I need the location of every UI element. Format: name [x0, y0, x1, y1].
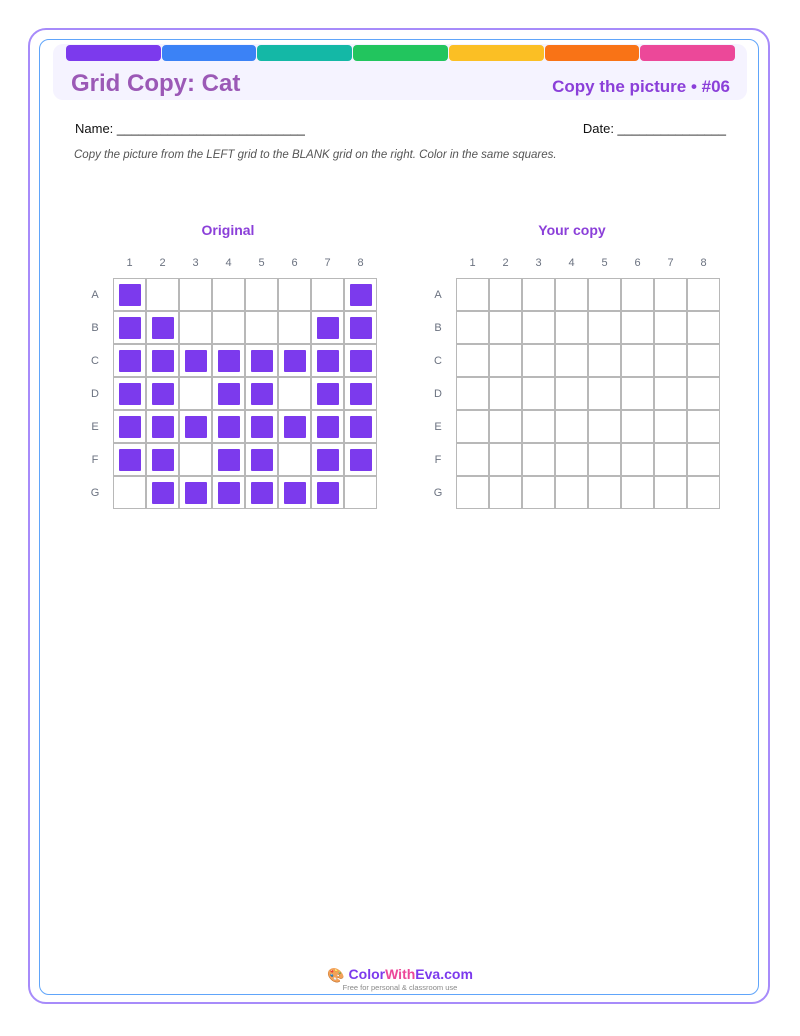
copy-row-label: G	[433, 487, 443, 499]
filled-square	[119, 416, 141, 438]
original-cell-A3	[179, 278, 212, 311]
original-cell-E1	[113, 410, 146, 443]
copy-cell-C7[interactable]	[654, 344, 687, 377]
copy-cell-A4[interactable]	[555, 278, 588, 311]
filled-square	[284, 350, 306, 372]
original-cell-A1	[113, 278, 146, 311]
copy-cell-C4[interactable]	[555, 344, 588, 377]
original-cell-A7	[311, 278, 344, 311]
original-row-label: B	[91, 322, 99, 334]
original-cell-B7	[311, 311, 344, 344]
copy-cell-D7[interactable]	[654, 377, 687, 410]
copy-col-label: 6	[634, 257, 641, 269]
filled-square	[317, 350, 339, 372]
original-row-label: F	[91, 454, 99, 466]
original-cell-D8	[344, 377, 377, 410]
original-cell-B1	[113, 311, 146, 344]
original-cell-F8	[344, 443, 377, 476]
copy-col-label: 2	[502, 257, 509, 269]
original-cell-D3	[179, 377, 212, 410]
copy-cell-E5[interactable]	[588, 410, 621, 443]
original-cell-G5	[245, 476, 278, 509]
name-field[interactable]: Name: __________________________	[75, 121, 305, 136]
filled-square	[251, 449, 273, 471]
original-cell-F7	[311, 443, 344, 476]
stripe-7	[640, 45, 735, 61]
filled-square	[350, 284, 372, 306]
rainbow-stripes	[66, 45, 736, 61]
copy-cell-A1[interactable]	[456, 278, 489, 311]
original-col-label: 6	[291, 257, 298, 269]
copy-cell-E8[interactable]	[687, 410, 720, 443]
original-cell-B5	[245, 311, 278, 344]
original-cell-F5	[245, 443, 278, 476]
stripe-1	[66, 45, 161, 61]
original-cell-C5	[245, 344, 278, 377]
original-cell-D1	[113, 377, 146, 410]
filled-square	[119, 449, 141, 471]
palette-icon: 🎨	[327, 967, 345, 983]
original-cell-G2	[146, 476, 179, 509]
copy-cell-G2[interactable]	[489, 476, 522, 509]
filled-square	[251, 416, 273, 438]
original-cell-F1	[113, 443, 146, 476]
original-row-label: E	[91, 421, 99, 433]
copy-cell-A2[interactable]	[489, 278, 522, 311]
filled-square	[218, 449, 240, 471]
original-cell-E2	[146, 410, 179, 443]
original-cell-D2	[146, 377, 179, 410]
original-cell-A5	[245, 278, 278, 311]
copy-cell-C8[interactable]	[687, 344, 720, 377]
original-cell-C4	[212, 344, 245, 377]
original-row-label: D	[91, 388, 99, 400]
original-cell-C3	[179, 344, 212, 377]
original-cell-D6	[278, 377, 311, 410]
original-cell-B4	[212, 311, 245, 344]
copy-row-label: E	[434, 421, 442, 433]
copy-col-label: 4	[568, 257, 575, 269]
copy-cell-E7[interactable]	[654, 410, 687, 443]
filled-square	[350, 383, 372, 405]
original-cell-G1	[113, 476, 146, 509]
original-col-label: 3	[192, 257, 199, 269]
filled-square	[251, 383, 273, 405]
original-cell-B8	[344, 311, 377, 344]
filled-square	[317, 383, 339, 405]
original-cell-G4	[212, 476, 245, 509]
page-subtitle: Copy the picture • #06	[552, 77, 730, 96]
copy-col-label: 5	[601, 257, 608, 269]
copy-row-label: C	[434, 355, 442, 367]
copy-cell-F6[interactable]	[621, 443, 654, 476]
copy-cell-E3[interactable]	[522, 410, 555, 443]
stripe-3	[257, 45, 352, 61]
original-cell-C7	[311, 344, 344, 377]
filled-square	[317, 416, 339, 438]
copy-cell-A8[interactable]	[687, 278, 720, 311]
copy-cell-B2[interactable]	[489, 311, 522, 344]
copy-cell-C6[interactable]	[621, 344, 654, 377]
filled-square	[152, 317, 174, 339]
stripe-6	[545, 45, 640, 61]
original-cell-E4	[212, 410, 245, 443]
original-row-label: C	[91, 355, 99, 367]
filled-square	[317, 317, 339, 339]
copy-cell-F4[interactable]	[555, 443, 588, 476]
footer-tagline: Free for personal & classroom use	[342, 983, 458, 992]
copy-grid-title: Your copy	[538, 222, 606, 238]
copy-cell-G7[interactable]	[654, 476, 687, 509]
date-field[interactable]: Date: _______________	[582, 121, 726, 136]
original-cell-G8	[344, 476, 377, 509]
original-cell-D5	[245, 377, 278, 410]
copy-cell-G1[interactable]	[456, 476, 489, 509]
filled-square	[317, 449, 339, 471]
filled-square	[350, 449, 372, 471]
original-cell-A8	[344, 278, 377, 311]
copy-col-label: 3	[535, 257, 542, 269]
copy-cell-D6[interactable]	[621, 377, 654, 410]
stripe-2	[162, 45, 257, 61]
original-cell-F2	[146, 443, 179, 476]
filled-square	[152, 416, 174, 438]
copy-cell-G6[interactable]	[621, 476, 654, 509]
copy-cell-D2[interactable]	[489, 377, 522, 410]
filled-square	[119, 383, 141, 405]
copy-cell-B3[interactable]	[522, 311, 555, 344]
copy-cell-B5[interactable]	[588, 311, 621, 344]
filled-square	[218, 383, 240, 405]
filled-square	[218, 350, 240, 372]
copy-cell-F3[interactable]	[522, 443, 555, 476]
original-cell-G6	[278, 476, 311, 509]
filled-square	[317, 482, 339, 504]
original-cell-F6	[278, 443, 311, 476]
brand-color: Color	[348, 966, 386, 982]
copy-cell-A5[interactable]	[588, 278, 621, 311]
original-cell-A6	[278, 278, 311, 311]
copy-cell-B1[interactable]	[456, 311, 489, 344]
filled-square	[152, 350, 174, 372]
original-cell-F4	[212, 443, 245, 476]
original-cell-E7	[311, 410, 344, 443]
filled-square	[185, 416, 207, 438]
filled-square	[152, 383, 174, 405]
original-col-label: 7	[324, 257, 331, 269]
copy-cell-G3[interactable]	[522, 476, 555, 509]
original-cell-B3	[179, 311, 212, 344]
copy-col-label: 1	[469, 257, 476, 269]
filled-square	[218, 482, 240, 504]
copy-row-label: B	[434, 322, 442, 334]
original-cell-B6	[278, 311, 311, 344]
original-cell-A2	[146, 278, 179, 311]
brand-eva: Eva	[415, 966, 441, 982]
original-grid-title: Original	[201, 222, 255, 238]
copy-cell-C1[interactable]	[456, 344, 489, 377]
filled-square	[251, 350, 273, 372]
copy-cell-G8[interactable]	[687, 476, 720, 509]
copy-cell-E6[interactable]	[621, 410, 654, 443]
copy-cell-F2[interactable]	[489, 443, 522, 476]
copy-cell-F5[interactable]	[588, 443, 621, 476]
filled-square	[152, 449, 174, 471]
filled-square	[350, 317, 372, 339]
original-cell-C8	[344, 344, 377, 377]
original-cell-C2	[146, 344, 179, 377]
stripe-4	[353, 45, 448, 61]
filled-square	[251, 482, 273, 504]
copy-cell-D1[interactable]	[456, 377, 489, 410]
copy-cell-F8[interactable]	[687, 443, 720, 476]
copy-cell-B7[interactable]	[654, 311, 687, 344]
copy-cell-F1[interactable]	[456, 443, 489, 476]
copy-cell-D3[interactable]	[522, 377, 555, 410]
filled-square	[119, 350, 141, 372]
original-row-label: A	[91, 289, 99, 301]
stripe-5	[449, 45, 544, 61]
original-cell-F3	[179, 443, 212, 476]
copy-cell-D8[interactable]	[687, 377, 720, 410]
original-cell-E6	[278, 410, 311, 443]
copy-cell-F7[interactable]	[654, 443, 687, 476]
copy-cell-C5[interactable]	[588, 344, 621, 377]
copy-cell-G4[interactable]	[555, 476, 588, 509]
original-cell-C1	[113, 344, 146, 377]
copy-row-label: A	[434, 289, 442, 301]
original-cell-B2	[146, 311, 179, 344]
original-cell-E8	[344, 410, 377, 443]
original-cell-D4	[212, 377, 245, 410]
brand-tld: .com	[440, 966, 473, 982]
original-col-label: 8	[357, 257, 364, 269]
copy-col-label: 8	[700, 257, 707, 269]
copy-cell-E1[interactable]	[456, 410, 489, 443]
filled-square	[119, 317, 141, 339]
copy-cell-B4[interactable]	[555, 311, 588, 344]
filled-square	[185, 350, 207, 372]
original-cell-D7	[311, 377, 344, 410]
copy-row-label: F	[434, 454, 442, 466]
inner-border	[39, 39, 759, 995]
original-cell-A4	[212, 278, 245, 311]
copy-cell-C3[interactable]	[522, 344, 555, 377]
copy-cell-A7[interactable]	[654, 278, 687, 311]
brand-with: With	[385, 966, 416, 982]
filled-square	[152, 482, 174, 504]
footer	[0, 966, 800, 992]
instructions-text: Copy the picture from the LEFT grid to the BLANK grid on the right. Color in the same squares.	[74, 149, 557, 161]
copy-row-label: D	[434, 388, 442, 400]
copy-col-label: 7	[667, 257, 674, 269]
copy-cell-A6[interactable]	[621, 278, 654, 311]
original-cell-G7	[311, 476, 344, 509]
copy-cell-E4[interactable]	[555, 410, 588, 443]
filled-square	[218, 416, 240, 438]
footer-brand[interactable]	[0, 966, 800, 984]
copy-cell-B6[interactable]	[621, 311, 654, 344]
original-cell-E5	[245, 410, 278, 443]
filled-square	[350, 350, 372, 372]
original-row-label: G	[90, 487, 100, 499]
page-title: Grid Copy: Cat	[71, 70, 241, 97]
filled-square	[350, 416, 372, 438]
filled-square	[284, 416, 306, 438]
copy-cell-E2[interactable]	[489, 410, 522, 443]
copy-cell-A3[interactable]	[522, 278, 555, 311]
original-col-label: 5	[258, 257, 265, 269]
original-col-label: 1	[126, 257, 133, 269]
original-cell-G3	[179, 476, 212, 509]
filled-square	[284, 482, 306, 504]
original-col-label: 4	[225, 257, 232, 269]
copy-cell-G5[interactable]	[588, 476, 621, 509]
original-cell-E3	[179, 410, 212, 443]
filled-square	[119, 284, 141, 306]
copy-cell-C2[interactable]	[489, 344, 522, 377]
original-cell-C6	[278, 344, 311, 377]
filled-square	[185, 482, 207, 504]
copy-cell-B8[interactable]	[687, 311, 720, 344]
original-col-label: 2	[159, 257, 166, 269]
copy-cell-D4[interactable]	[555, 377, 588, 410]
copy-cell-D5[interactable]	[588, 377, 621, 410]
